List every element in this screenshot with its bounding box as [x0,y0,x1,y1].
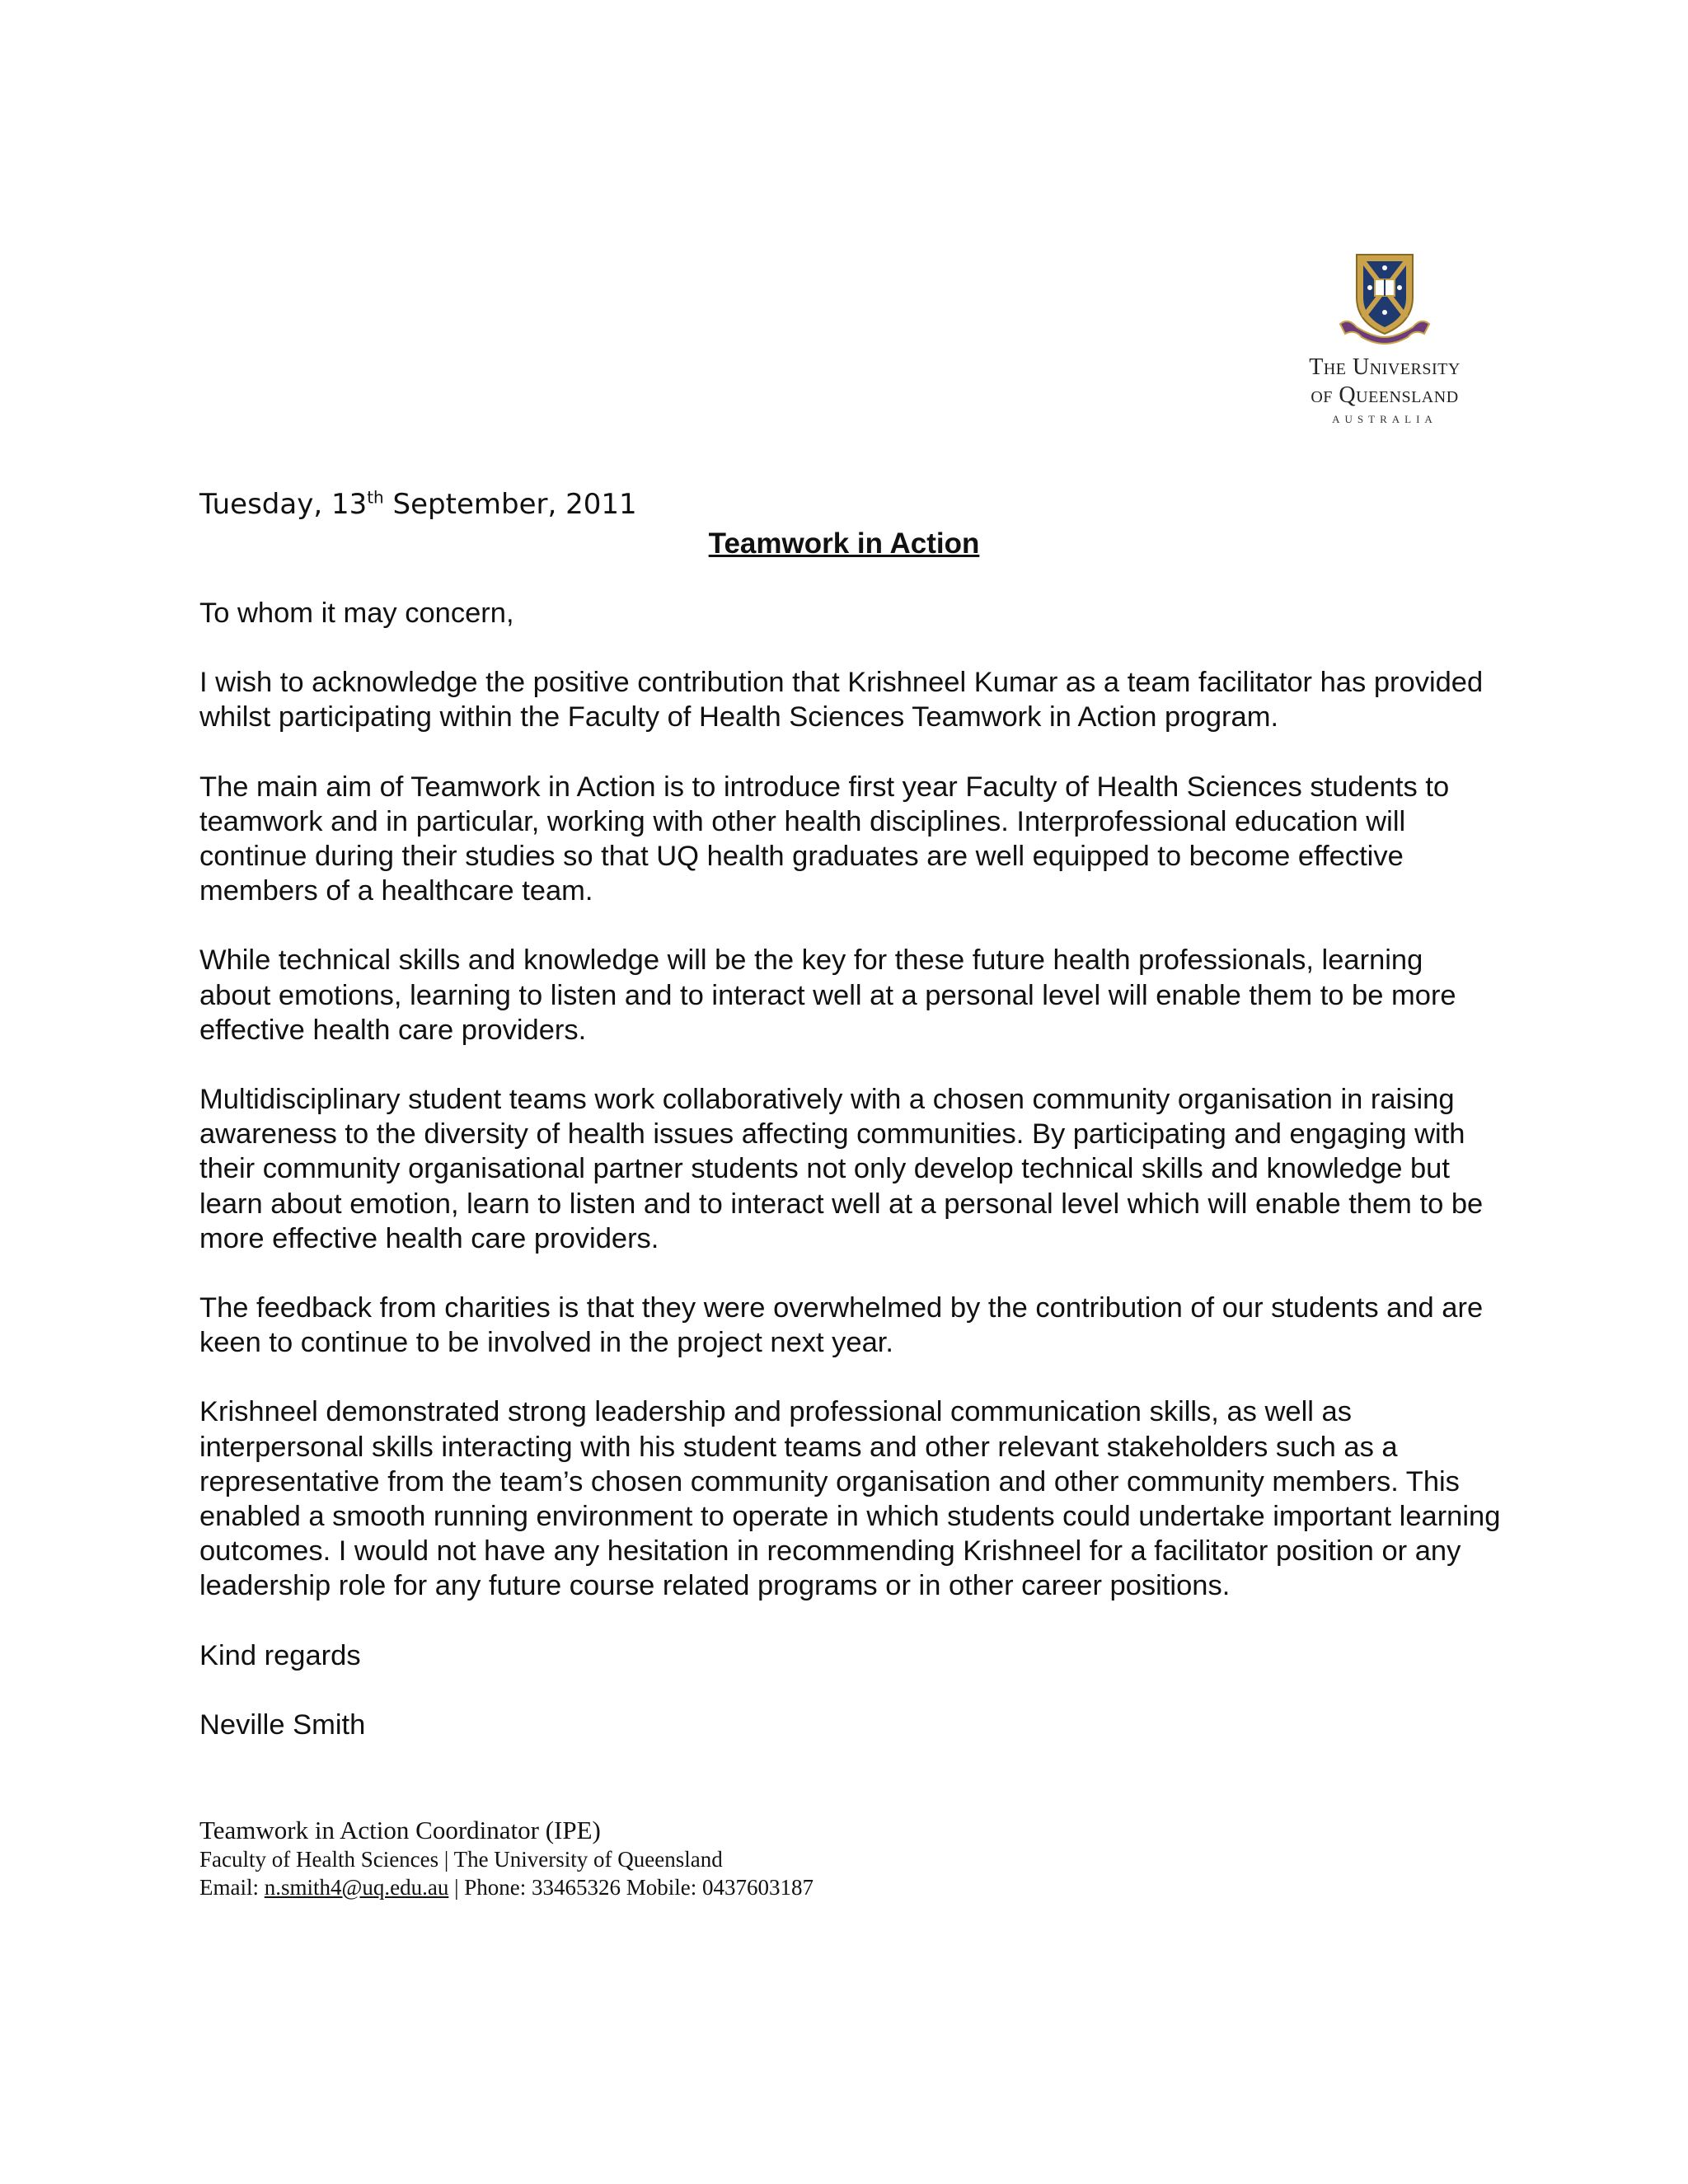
signer-name: Neville Smith [199,1708,366,1741]
letter-date [199,488,637,521]
university-logo [1286,251,1484,433]
logo-line-queensland: of Queensland [1311,382,1459,408]
signer-role: Teamwork in Action Coordinator (IPE) [199,1816,601,1844]
logo-line-university: The University [1309,354,1461,380]
letter-body [199,596,1502,1777]
salutation: To whom it may concern, [199,598,514,629]
closing: Kind regards [199,1639,361,1671]
phone-numbers: | Phone: 33465326 Mobile: 0437603187 [448,1875,814,1900]
date-rest: September, 2011 [383,488,637,521]
logo-line-country: AUSTRALIA [1332,413,1437,425]
paragraph-main-aim: The main aim of Teamwork in Action is to introduce first year Faculty of Health Sciences students to teamwork and in particular, working with other health disciplines. Interprofessional education will continue during their studies so that UQ health graduates are well equipped to become effective members of a healthcare team. [199,771,1450,907]
signature-block [199,1816,814,1901]
university-crest-icon [1332,251,1437,349]
letter-title: Teamwork in Action [708,527,980,560]
paragraph-recommendation: Krishneel demonstrated strong leadership and professional communication skills, as well as interpersonal skills interacting with his student teams and other relevant stakeholders such as a representative from the team’s chosen community organisation and other community members. This enabled a smooth running environment to operate in which students could undertake important learning outcomes. I would not have any hesitation in recommending Krishneel for a facilitator position or any leadership role for any future course related programs or in other career positions. [199,1396,1501,1602]
email-link[interactable]: n.smith4@uq.edu.au [264,1875,449,1900]
date-suffix: th [367,487,384,508]
signer-organisation: Faculty of Health Sciences | The University of Queensland [199,1847,723,1872]
paragraph-feedback: The feedback from charities is that they were overwhelmed by the contribution of our students and are keen to continue to be involved in the project next year. [199,1292,1484,1359]
paragraph-multidisciplinary: Multidisciplinary student teams work collaboratively with a chosen community organisation in raising awareness to the diversity of health issues affecting communities. By participating and engaging with their community organisational partner students not only develop technical skills and knowledge but learn about emotion, learn to listen and to interact well at a personal level which will enable them to be more effective health care providers. [199,1084,1484,1254]
email-label: Email: [199,1875,265,1900]
contact-line [199,1873,814,1901]
date-prefix: Tuesday, 13 [199,488,368,521]
paragraph-technical-skills: While technical skills and knowledge will be the key for these future health professionals, learning about emotions, learning to listen and to interact well at a personal level will enable them to be more effective health care providers. [199,944,1456,1046]
paragraph-acknowledgement: I wish to acknowledge the positive contribution that Krishneel Kumar as a team facilitator has provided whilst participating within the Faculty of Health Sciences Teamwork in Action program. [199,667,1484,733]
